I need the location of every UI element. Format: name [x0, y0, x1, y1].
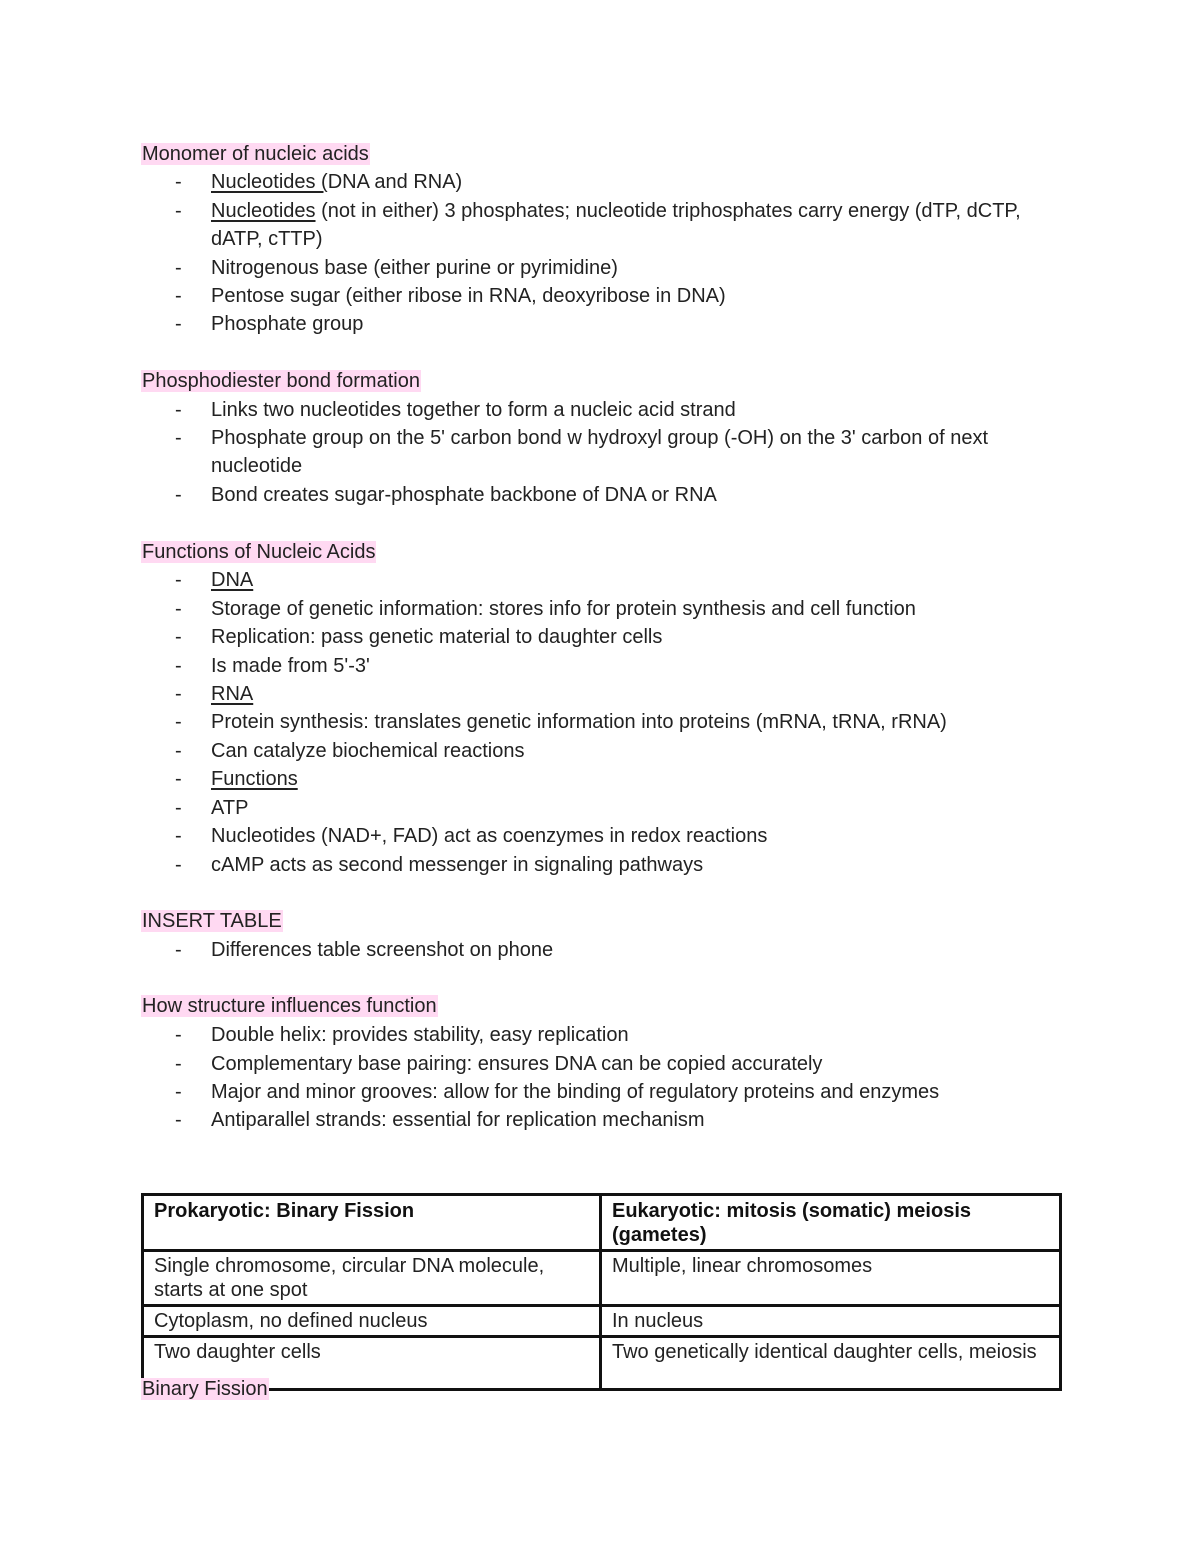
table-cell: Two genetically identical daughter cells, meiosis [601, 1337, 1061, 1390]
bullet-dash: - [175, 285, 182, 307]
bullet-dash: - [175, 768, 182, 790]
list-item-text: Nitrogenous base (either purine or pyrimidine) [211, 257, 618, 279]
list-item-text: Replication: pass genetic material to daughter cells [211, 626, 663, 648]
list-item-text [211, 168, 1061, 196]
heading-text: Functions of Nucleic Acids [142, 541, 376, 563]
list-item-text [211, 197, 1061, 253]
list-item-text: cAMP acts as second messenger in signaling pathways [211, 854, 704, 876]
underlined-term: Functions [211, 768, 298, 790]
table-row [143, 1306, 1061, 1337]
table-cell: Single chromosome, circular DNA molecule, starts at one spot [143, 1251, 601, 1306]
heading-phosphodiester [141, 367, 421, 395]
bullet-dash: - [175, 626, 182, 648]
heading-monomer [141, 140, 370, 168]
bullet-dash: - [175, 1053, 182, 1075]
list-item-text: Phosphate group on the 5' carbon bond w hydroxyl group (-OH) on the 3' carbon of next nucleotide [211, 427, 989, 477]
list-item-text: ATP [211, 797, 249, 819]
heading-text: INSERT TABLE [142, 910, 282, 932]
bullet-dash: - [175, 1024, 182, 1046]
table-header-row [143, 1195, 1061, 1251]
heading-text: Binary Fission [142, 1378, 268, 1400]
list-item-text: Bond creates sugar-phosphate backbone of DNA or RNA [211, 484, 717, 506]
list-item-text: Storage of genetic information: stores info for protein synthesis and cell function [211, 598, 916, 620]
heading-text: Phosphodiester bond formation [142, 370, 420, 392]
comparison-table [141, 1193, 1062, 1391]
list-item-text: Protein synthesis: translates genetic information into proteins (mRNA, tRNA, rRNA) [211, 711, 947, 733]
bullet-dash: - [175, 484, 182, 506]
heading-binary-fission [141, 1375, 269, 1403]
underlined-term: RNA [211, 683, 254, 705]
heading-insert-table [141, 907, 283, 935]
bullet-dash: - [175, 939, 182, 961]
list-item-text: Phosphate group [211, 313, 364, 335]
underlined-term: Nucleotides ( [211, 171, 328, 193]
bullet-dash: - [175, 427, 182, 449]
bullet-dash: - [175, 257, 182, 279]
table-cell: Two daughter cells [143, 1337, 601, 1390]
list-item-text: Major and minor grooves: allow for the binding of regulatory proteins and enzymes [211, 1081, 940, 1103]
underlined-term: Nucleotides [211, 200, 316, 222]
bullet-dash: - [175, 313, 182, 335]
bullet-dash: - [175, 1109, 182, 1131]
heading-functions [141, 538, 376, 566]
list-item-text [211, 680, 1061, 708]
bullet-dash: - [175, 655, 182, 677]
list-item-text: Is made from 5'-3' [211, 655, 370, 677]
heading-structure-function [141, 992, 438, 1020]
table-cell: In nucleus [601, 1306, 1061, 1337]
table-cell: Multiple, linear chromosomes [601, 1251, 1061, 1306]
underlined-term: DNA [211, 569, 254, 591]
bullet-dash: - [175, 711, 182, 733]
table-cell: Cytoplasm, no defined nucleus [143, 1306, 601, 1337]
list-item-text: Complementary base pairing: ensures DNA can be copied accurately [211, 1053, 823, 1075]
bullet-dash: - [175, 825, 182, 847]
list-item-text: Pentose sugar (either ribose in RNA, deoxyribose in DNA) [211, 285, 726, 307]
bullet-dash: - [175, 797, 182, 819]
table-row [143, 1337, 1061, 1390]
list-item-text: Antiparallel strands: essential for replication mechanism [211, 1109, 705, 1131]
list-item-text: Nucleotides (NAD+, FAD) act as coenzymes in redox reactions [211, 825, 768, 847]
bullet-dash: - [175, 683, 182, 705]
bullet-dash: - [175, 171, 182, 193]
item-body: (not in either) 3 phosphates; nucleotide triphosphates carry energy (dTP, dCTP, dATP, cTTP) [211, 200, 1021, 250]
list-item-text: Double helix: provides stability, easy replication [211, 1024, 629, 1046]
list-item-text [211, 765, 1061, 793]
bullet-dash: - [175, 598, 182, 620]
heading-text: How structure influences function [142, 995, 437, 1017]
heading-text: Monomer of nucleic acids [142, 143, 369, 165]
bullet-dash: - [175, 399, 182, 421]
bullet-dash: - [175, 200, 182, 222]
bullet-dash: - [175, 569, 182, 591]
bullet-dash: - [175, 740, 182, 762]
table-header-cell: Eukaryotic: mitosis (somatic) meiosis (gametes) [601, 1195, 1061, 1251]
list-item-text: Can catalyze biochemical reactions [211, 740, 525, 762]
table-header-cell: Prokaryotic: Binary Fission [143, 1195, 601, 1251]
list-item-text [211, 566, 1061, 594]
bullet-dash: - [175, 854, 182, 876]
table-row [143, 1251, 1061, 1306]
list-item-text: Differences table screenshot on phone [211, 939, 554, 961]
item-body: DNA and RNA) [327, 171, 463, 193]
list-item-text: Links two nucleotides together to form a nucleic acid strand [211, 399, 736, 421]
bullet-dash: - [175, 1081, 182, 1103]
